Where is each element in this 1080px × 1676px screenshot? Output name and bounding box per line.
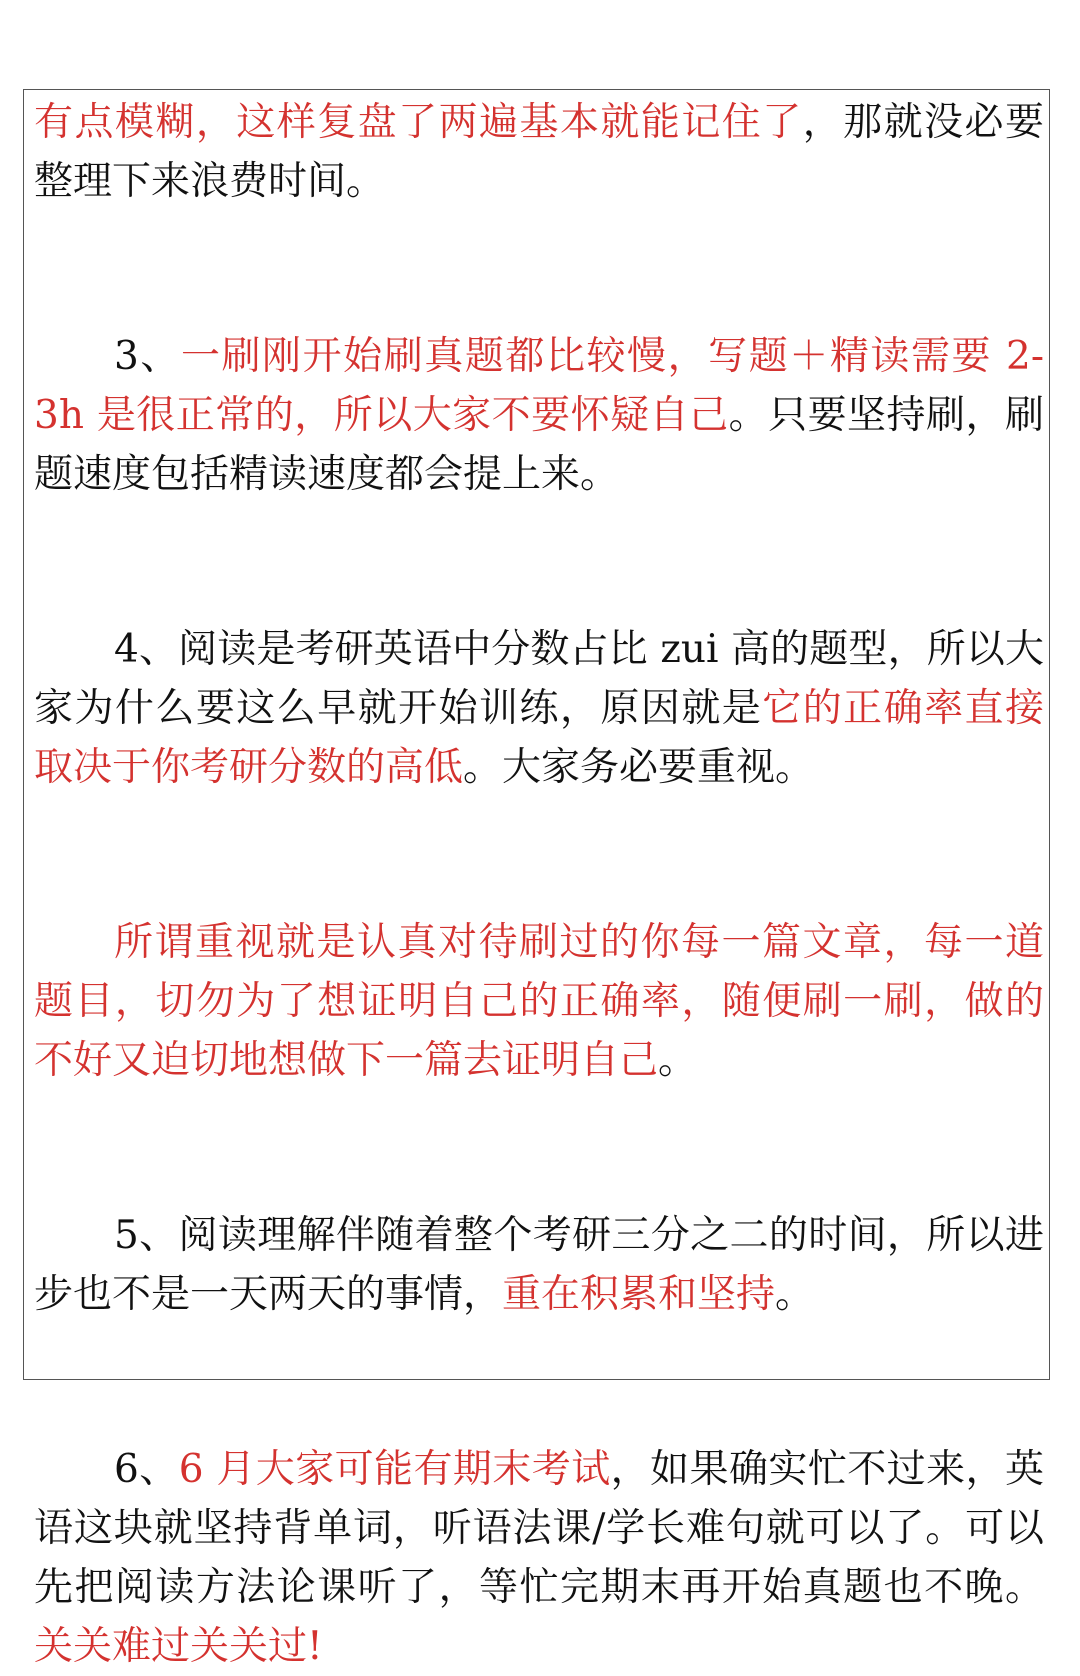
list-number: 3、 bbox=[114, 334, 181, 379]
highlight-text: 所谓重视就是认真对待刷过的你每一篇文章，每一道题目，切勿为了想证明自己的正确率，随便刷一刷，做的不好又迫切地想做下一篇去证明自己 bbox=[34, 920, 1044, 1083]
paragraph-1 bbox=[34, 93, 1044, 211]
body-text: 。 bbox=[658, 1038, 698, 1083]
body-text: ，如果确实忙不过来，英语这块就坚持背单词，听语法课/学长难句就可以了。可以先把阅读方法论课听了，等忙完期末再开始真题也不晚。 bbox=[34, 1447, 1044, 1610]
list-number: 6、 bbox=[114, 1447, 179, 1492]
paragraph-3 bbox=[34, 620, 1044, 797]
paragraph-4 bbox=[34, 913, 1044, 1090]
paragraph-5 bbox=[34, 1206, 1044, 1324]
highlight-text: 有点模糊，这样复盘了两遍基本就能记住了 bbox=[34, 100, 803, 145]
highlight-text: 6 月大家可能有期末考试 bbox=[178, 1447, 611, 1492]
highlight-text: 重在积累和坚持 bbox=[502, 1272, 776, 1317]
highlight-text: 一刷刚开始刷真题都比较慢，写题＋精读需要 2-3h 是很正常的，所以大家不要怀疑自己 bbox=[34, 334, 1044, 438]
body-text: 5、阅读理解伴随着整个考研三分之二的时间，所以进步也不是一天两天的事情， bbox=[34, 1213, 1044, 1317]
body-text: ，那就没必要整理下来浪费时间。 bbox=[34, 100, 1044, 204]
highlight-text: 它的正确率直接取决于你考研分数的高低 bbox=[34, 686, 1044, 790]
body-text: 。只要坚持刷，刷题速度包括精读速度都会提上来。 bbox=[34, 393, 1044, 497]
highlight-text: 关关难过关关过! bbox=[34, 1624, 323, 1669]
paragraph-2 bbox=[34, 327, 1044, 504]
body-text: 。 bbox=[775, 1272, 815, 1317]
body-text: 。大家务必要重视。 bbox=[463, 745, 815, 790]
paragraph-6 bbox=[34, 1440, 1044, 1676]
body-text: 4、阅读是考研英语中分数占比 zui 高的题型，所以大家为什么要这么早就开始训练，原因就是 bbox=[34, 627, 1044, 731]
article-body bbox=[34, 93, 1044, 1676]
